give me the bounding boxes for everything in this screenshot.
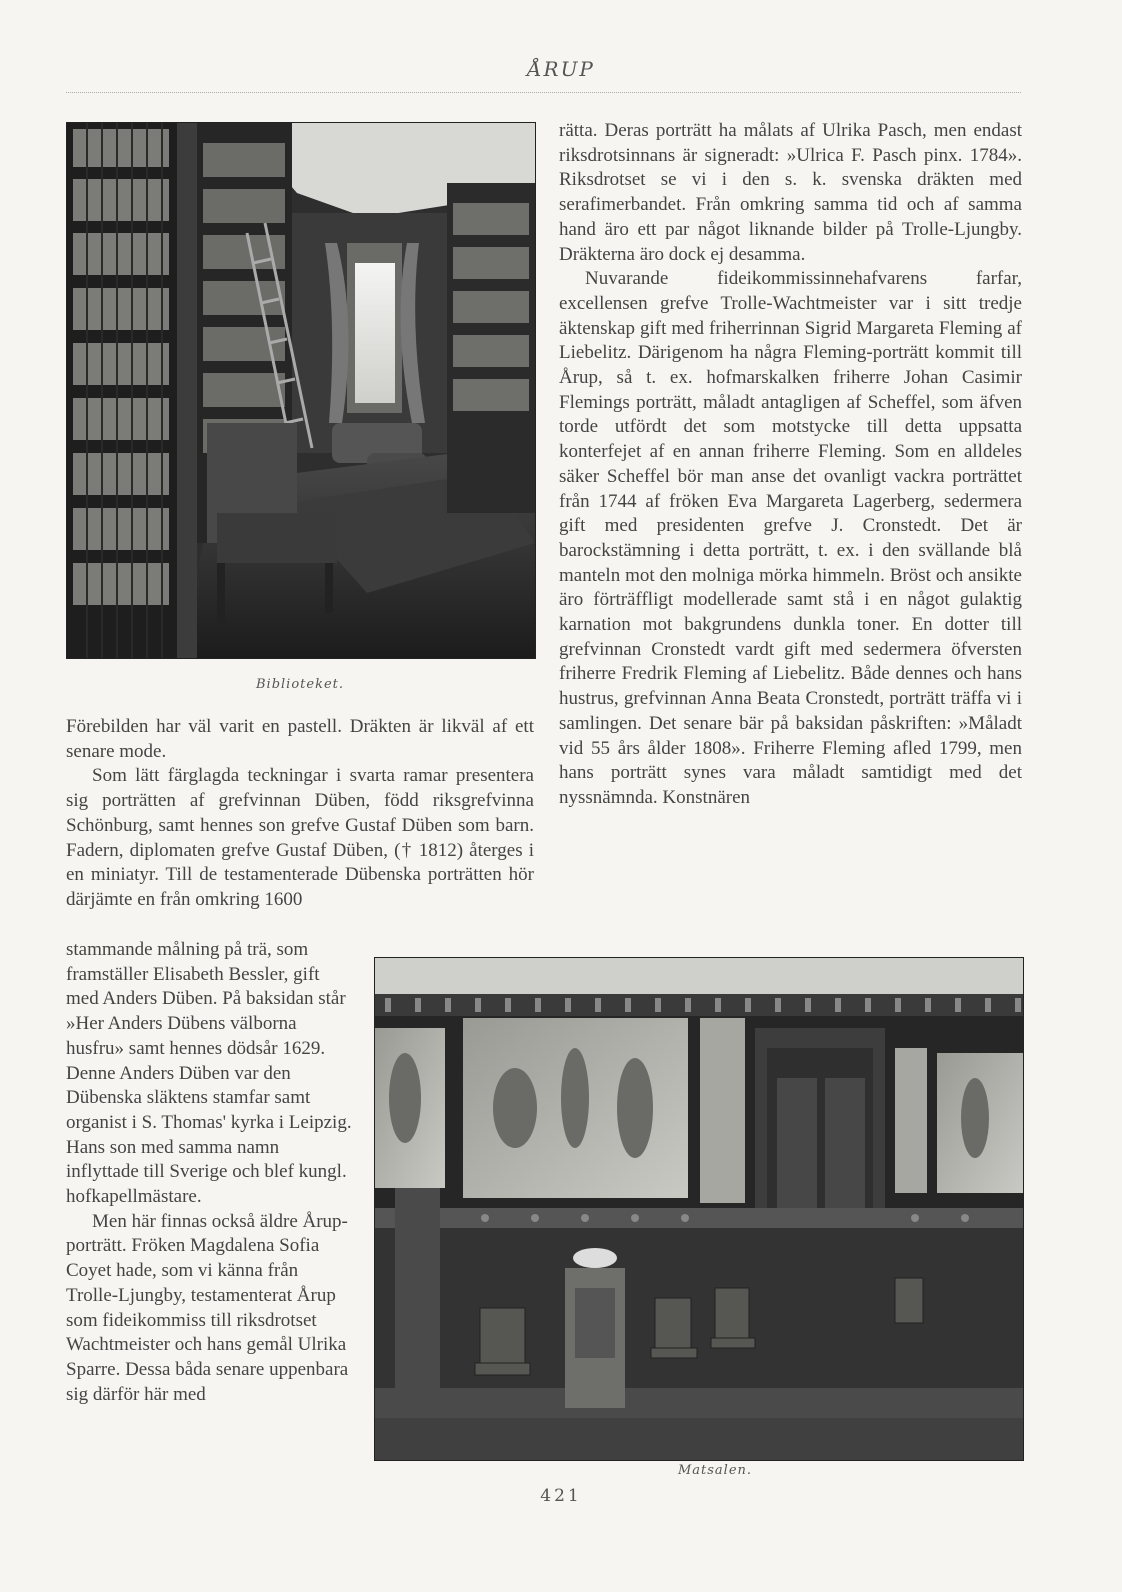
library-photo-illustration bbox=[67, 123, 535, 658]
left-paragraph: Som lätt färglagda teckningar i svarta ramar presentera sig porträtten af grefvinnan Düben, född riksgrefvinna Schönburg, samt hennes son grefve Gustaf Düben som barn. Fadern, diplomaten grefve Gustaf Düben, († 1812) återges i en miniatyr. Till de testamenterade Dübenska porträtten hör därjämte en från omkring 1600 bbox=[66, 765, 534, 910]
page-number: 421 bbox=[540, 1486, 582, 1506]
right-column-text bbox=[559, 119, 1022, 811]
header-rule bbox=[66, 92, 1021, 93]
left-paragraph: stammande målning på trä, som framställer Elisabeth Bessler, gift med Anders Düben. På baksidan står »Her Anders Dübens välborna husfru» samt hennes dödsår 1629. Denne Anders Düben var den Dübenska släktens stamfar samt organist i S. Thomas' kyrka i Leipzig. Hans son med samma namn inflyttade till Sverige och blef kungl. hofkapellmästare. bbox=[66, 939, 352, 1208]
dining-caption: Matsalen. bbox=[677, 1463, 753, 1478]
running-title: ÅRUP bbox=[527, 57, 595, 81]
right-paragraph: Nuvarande fideikommissinnehafvarens farfar, excellensen grefve Trolle-Wachtmeister var i sitt tredje äktenskap gift med friherrinnan Sigrid Margareta Fleming af Liebelitz. Därigenom ha några Fleming-porträtt kommit till Årup, så t. ex. hofmarskalken friherre Johan Casimir Flemings porträtt, måladt antagligen af Scheffel, som äfven torde utfördt det som motstycke till detta uppsatta konterfejet af en annan friherre Fleming. Som en alldeles säker Scheffel bör man anse det ovanligt vackra porträttet från 1744 af fröken Eva Margareta Lagerberg, sedermera gift med presidenten grefve J. Cronstedt. Det är barockstämning i detta porträtt, t. ex. i den svällande blå manteln mot den molniga mörka himmeln. Bröst och ansikte äro förträffligt modellerade samt stå i en något gulaktig karnation mot bakgrundens dunkla toner. En dotter till grefvinnan Cronstedt vardt gift med sedermera öfversten friherre Fredrik Fleming af Liebelitz. Både dennes och hans hustrus, grefvinnan Anna Beata Cronstedt, porträtt träffa vi i samlingen. Det senare bär på baksidan påskriften: »Måladt vid 55 års ålder 1808». Friherre Fleming afled 1799, men hans porträtt synes vara måladt samtidigt med det nyssnämnda. Konstnären bbox=[559, 268, 1022, 808]
left-paragraph: Förebilden har väl varit en pastell. Dräkten är likväl af ett senare mode. bbox=[66, 716, 534, 762]
left-column-text-wide bbox=[66, 715, 534, 913]
right-paragraph: rätta. Deras porträtt ha målats af Ulrika Pasch, men endast riksdrotsinnans är signeradt: »Ulrica F. Pasch pinx. 1784». Riksdrotset se vi i den s. k. svenska dräkten med serafimerbandet. Från omkring samma tid och af samma hand äro ett par något liknande bilder på Trolle-Ljungby. Dräkterna äro dock ej desamma. bbox=[559, 120, 1022, 265]
left-paragraph: Men här finnas också äldre Årup-porträtt. Fröken Magdalena Sofia Coyet hade, som vi känna från Trolle-Ljungby, testamenterat Årup som fideikommiss till riksdrotset Wachtmeister och hans gemål Ulrika Sparre. Dessa båda senare uppenbara sig därför här med bbox=[66, 1210, 349, 1405]
left-column-text-narrow bbox=[66, 938, 354, 1407]
library-photo bbox=[66, 122, 536, 659]
dining-photo bbox=[374, 957, 1024, 1461]
library-caption: Biblioteket. bbox=[255, 677, 345, 692]
dining-photo-illustration bbox=[375, 958, 1023, 1460]
